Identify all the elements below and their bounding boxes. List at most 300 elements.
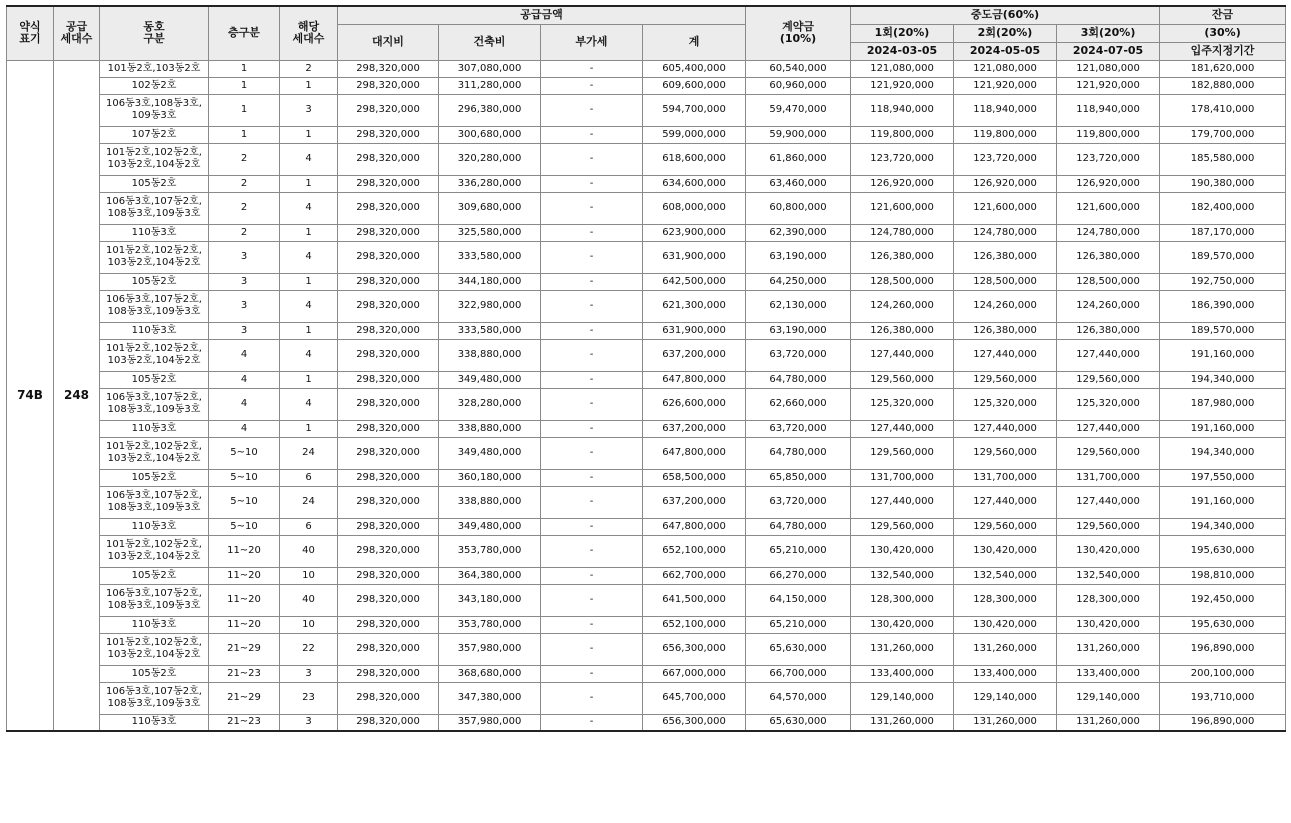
vat-cell: -	[541, 224, 643, 241]
balance-cell: 181,620,000	[1160, 60, 1286, 77]
land-cost-cell: 298,320,000	[338, 143, 439, 175]
deposit-cell: 66,270,000	[746, 567, 851, 584]
building-cost-cell: 360,180,000	[439, 469, 541, 486]
total-cell: 647,800,000	[643, 371, 746, 388]
building-cell	[100, 175, 209, 192]
building-cell	[100, 665, 209, 682]
deposit-cell: 64,250,000	[746, 273, 851, 290]
units-cell: 4	[280, 388, 338, 420]
middle-1-cell: 127,440,000	[851, 486, 954, 518]
header-middle-3: 3회(20%)	[1057, 24, 1160, 42]
middle-1-cell: 130,420,000	[851, 535, 954, 567]
floor-cell: 11~20	[209, 616, 280, 633]
balance-cell: 195,630,000	[1160, 616, 1286, 633]
building-line: 103동2호,104동2호	[107, 257, 201, 268]
middle-3-cell: 128,300,000	[1057, 584, 1160, 616]
header-type-line2: 표기	[19, 32, 41, 46]
header-building-line2: 구분	[143, 32, 165, 46]
building-line: 105동2호	[131, 569, 177, 581]
balance-cell: 182,400,000	[1160, 192, 1286, 224]
floor-cell: 21~23	[209, 665, 280, 682]
building-cost-cell: 325,580,000	[439, 224, 541, 241]
units-cell: 1	[280, 420, 338, 437]
table-row	[7, 682, 1286, 714]
header-units-line2: 세대수	[292, 32, 325, 46]
header-total: 계	[643, 24, 746, 60]
building-cell	[100, 290, 209, 322]
floor-cell: 4	[209, 388, 280, 420]
units-cell: 3	[280, 665, 338, 682]
table-row	[7, 126, 1286, 143]
building-line: 105동2호	[131, 275, 177, 287]
units-cell: 3	[280, 94, 338, 126]
land-cost-cell: 298,320,000	[338, 616, 439, 633]
building-cell	[100, 322, 209, 339]
land-cost-cell: 298,320,000	[338, 486, 439, 518]
units-cell: 1	[280, 126, 338, 143]
building-cell	[100, 469, 209, 486]
land-cost-cell: 298,320,000	[338, 518, 439, 535]
land-cost-cell: 298,320,000	[338, 192, 439, 224]
building-cell	[100, 714, 209, 731]
building-cost-cell: 349,480,000	[439, 371, 541, 388]
header-building	[100, 6, 209, 60]
deposit-cell: 59,900,000	[746, 126, 851, 143]
header-supply-units-line2: 세대수	[60, 32, 93, 46]
middle-2-cell: 126,380,000	[954, 241, 1057, 273]
table-row	[7, 224, 1286, 241]
middle-1-cell: 125,320,000	[851, 388, 954, 420]
floor-cell: 5~10	[209, 486, 280, 518]
balance-cell: 189,570,000	[1160, 241, 1286, 273]
balance-cell: 193,710,000	[1160, 682, 1286, 714]
balance-cell: 189,570,000	[1160, 322, 1286, 339]
building-cell	[100, 224, 209, 241]
building-cost-cell: 309,680,000	[439, 192, 541, 224]
middle-2-cell: 126,920,000	[954, 175, 1057, 192]
floor-cell: 11~20	[209, 535, 280, 567]
units-cell: 1	[280, 175, 338, 192]
building-cell	[100, 518, 209, 535]
middle-2-cell: 124,780,000	[954, 224, 1057, 241]
middle-2-cell: 121,600,000	[954, 192, 1057, 224]
middle-2-cell: 133,400,000	[954, 665, 1057, 682]
floor-cell: 3	[209, 241, 280, 273]
units-cell: 1	[280, 77, 338, 94]
vat-cell: -	[541, 388, 643, 420]
building-cell	[100, 339, 209, 371]
vat-cell: -	[541, 616, 643, 633]
balance-cell: 186,390,000	[1160, 290, 1286, 322]
middle-2-cell: 130,420,000	[954, 535, 1057, 567]
total-cell: 631,900,000	[643, 322, 746, 339]
total-cell: 656,300,000	[643, 714, 746, 731]
header-date-2: 2024-05-05	[954, 42, 1057, 60]
middle-3-cell: 127,440,000	[1057, 486, 1160, 518]
vat-cell: -	[541, 290, 643, 322]
floor-cell: 1	[209, 60, 280, 77]
floor-cell: 4	[209, 420, 280, 437]
table-row	[7, 241, 1286, 273]
floor-cell: 2	[209, 224, 280, 241]
vat-cell: -	[541, 143, 643, 175]
table-row	[7, 143, 1286, 175]
price-table-wrapper	[6, 5, 1285, 732]
balance-cell: 198,810,000	[1160, 567, 1286, 584]
vat-cell: -	[541, 567, 643, 584]
middle-1-cell: 126,380,000	[851, 241, 954, 273]
header-middle-payment: 중도금(60%)	[851, 6, 1160, 24]
middle-3-cell: 130,420,000	[1057, 616, 1160, 633]
table-row	[7, 192, 1286, 224]
header-supply-units-line1: 공급	[65, 20, 88, 34]
total-cell: 656,300,000	[643, 633, 746, 665]
building-cell	[100, 241, 209, 273]
middle-1-cell: 126,920,000	[851, 175, 954, 192]
building-cost-cell: 333,580,000	[439, 241, 541, 273]
middle-2-cell: 123,720,000	[954, 143, 1057, 175]
deposit-cell: 64,780,000	[746, 371, 851, 388]
units-cell: 4	[280, 339, 338, 371]
middle-3-cell: 131,700,000	[1057, 469, 1160, 486]
type-cell: 74B	[7, 60, 54, 731]
total-cell: 634,600,000	[643, 175, 746, 192]
table-row	[7, 77, 1286, 94]
middle-2-cell: 121,080,000	[954, 60, 1057, 77]
building-cost-cell: 349,480,000	[439, 518, 541, 535]
table-row	[7, 616, 1286, 633]
units-cell: 10	[280, 567, 338, 584]
building-cell	[100, 567, 209, 584]
building-cost-cell: 307,080,000	[439, 60, 541, 77]
floor-cell: 5~10	[209, 469, 280, 486]
deposit-cell: 63,720,000	[746, 420, 851, 437]
land-cost-cell: 298,320,000	[338, 371, 439, 388]
middle-2-cell: 129,560,000	[954, 371, 1057, 388]
middle-1-cell: 121,600,000	[851, 192, 954, 224]
building-line: 108동3호,109동3호	[107, 404, 201, 415]
total-cell: 626,600,000	[643, 388, 746, 420]
middle-1-cell: 121,080,000	[851, 60, 954, 77]
deposit-cell: 63,460,000	[746, 175, 851, 192]
vat-cell: -	[541, 77, 643, 94]
middle-2-cell: 126,380,000	[954, 322, 1057, 339]
deposit-cell: 63,190,000	[746, 322, 851, 339]
header-deposit	[746, 6, 851, 60]
middle-3-cell: 131,260,000	[1057, 633, 1160, 665]
table-row	[7, 518, 1286, 535]
balance-cell: 194,340,000	[1160, 437, 1286, 469]
units-cell: 1	[280, 273, 338, 290]
units-cell: 2	[280, 60, 338, 77]
land-cost-cell: 298,320,000	[338, 224, 439, 241]
land-cost-cell: 298,320,000	[338, 322, 439, 339]
deposit-cell: 62,660,000	[746, 388, 851, 420]
balance-cell: 192,750,000	[1160, 273, 1286, 290]
land-cost-cell: 298,320,000	[338, 714, 439, 731]
building-line: 105동2호	[131, 373, 177, 385]
building-cost-cell: 328,280,000	[439, 388, 541, 420]
building-cell	[100, 584, 209, 616]
total-cell: 609,600,000	[643, 77, 746, 94]
units-cell: 4	[280, 143, 338, 175]
floor-cell: 1	[209, 126, 280, 143]
total-cell: 608,000,000	[643, 192, 746, 224]
table-row	[7, 633, 1286, 665]
floor-cell: 21~29	[209, 633, 280, 665]
building-line: 110동3호	[131, 422, 177, 434]
building-cost-cell: 347,380,000	[439, 682, 541, 714]
middle-3-cell: 124,780,000	[1057, 224, 1160, 241]
total-cell: 667,000,000	[643, 665, 746, 682]
floor-cell: 3	[209, 290, 280, 322]
units-cell: 24	[280, 437, 338, 469]
header-supply-units	[54, 6, 100, 60]
vat-cell: -	[541, 420, 643, 437]
building-line: 103동2호,104동2호	[107, 159, 201, 170]
vat-cell: -	[541, 714, 643, 731]
building-line: 106동3호,108동3호,	[106, 98, 202, 109]
vat-cell: -	[541, 665, 643, 682]
table-row	[7, 437, 1286, 469]
building-cell	[100, 126, 209, 143]
middle-3-cell: 121,600,000	[1057, 192, 1160, 224]
floor-cell: 5~10	[209, 518, 280, 535]
balance-cell: 192,450,000	[1160, 584, 1286, 616]
header-supply-amount: 공급금액	[338, 6, 746, 24]
header-deposit-line1: 계약금	[782, 20, 814, 34]
middle-3-cell: 123,720,000	[1057, 143, 1160, 175]
total-cell: 618,600,000	[643, 143, 746, 175]
table-row	[7, 567, 1286, 584]
deposit-cell: 64,150,000	[746, 584, 851, 616]
floor-cell: 4	[209, 371, 280, 388]
building-line: 101동2호,102동2호,	[106, 637, 202, 648]
table-row	[7, 339, 1286, 371]
header-balance-period: 입주지정기간	[1160, 42, 1286, 60]
building-cost-cell: 344,180,000	[439, 273, 541, 290]
table-row	[7, 371, 1286, 388]
building-line: 101동2호,102동2호,	[106, 343, 202, 354]
land-cost-cell: 298,320,000	[338, 469, 439, 486]
middle-3-cell: 125,320,000	[1057, 388, 1160, 420]
header-middle-1: 1회(20%)	[851, 24, 954, 42]
middle-1-cell: 124,780,000	[851, 224, 954, 241]
middle-2-cell: 119,800,000	[954, 126, 1057, 143]
header-building-line1: 동호	[143, 20, 165, 34]
middle-2-cell: 127,440,000	[954, 339, 1057, 371]
balance-cell: 196,890,000	[1160, 714, 1286, 731]
units-cell: 4	[280, 290, 338, 322]
middle-1-cell: 127,440,000	[851, 339, 954, 371]
middle-3-cell: 118,940,000	[1057, 94, 1160, 126]
building-line: 108동3호,109동3호	[107, 306, 201, 317]
building-cell	[100, 616, 209, 633]
building-line: 108동3호,109동3호	[107, 502, 201, 513]
building-cell	[100, 77, 209, 94]
floor-cell: 2	[209, 192, 280, 224]
deposit-cell: 62,390,000	[746, 224, 851, 241]
vat-cell: -	[541, 535, 643, 567]
total-cell: 631,900,000	[643, 241, 746, 273]
building-line: 101동2호,102동2호,	[106, 147, 202, 158]
middle-2-cell: 128,500,000	[954, 273, 1057, 290]
header-middle-2: 2회(20%)	[954, 24, 1057, 42]
vat-cell: -	[541, 486, 643, 518]
table-header	[7, 6, 1286, 60]
deposit-cell: 60,540,000	[746, 60, 851, 77]
header-units-line1: 해당	[297, 20, 320, 34]
land-cost-cell: 298,320,000	[338, 77, 439, 94]
floor-cell: 2	[209, 175, 280, 192]
header-land: 대지비	[338, 24, 439, 60]
floor-cell: 5~10	[209, 437, 280, 469]
middle-3-cell: 129,140,000	[1057, 682, 1160, 714]
building-cost-cell: 368,680,000	[439, 665, 541, 682]
middle-2-cell: 132,540,000	[954, 567, 1057, 584]
total-cell: 652,100,000	[643, 535, 746, 567]
building-line: 109동3호	[131, 110, 177, 121]
building-line: 106동3호,107동2호,	[106, 490, 202, 501]
middle-3-cell: 133,400,000	[1057, 665, 1160, 682]
floor-cell: 4	[209, 339, 280, 371]
building-cell	[100, 535, 209, 567]
units-cell: 24	[280, 486, 338, 518]
balance-cell: 178,410,000	[1160, 94, 1286, 126]
vat-cell: -	[541, 126, 643, 143]
units-cell: 1	[280, 371, 338, 388]
header-date-1: 2024-03-05	[851, 42, 954, 60]
building-line: 108동3호,109동3호	[107, 600, 201, 611]
units-cell: 1	[280, 322, 338, 339]
deposit-cell: 60,800,000	[746, 192, 851, 224]
building-line: 101동2호,102동2호,	[106, 245, 202, 256]
building-line: 110동3호	[131, 324, 177, 336]
deposit-cell: 65,850,000	[746, 469, 851, 486]
building-cost-cell: 336,280,000	[439, 175, 541, 192]
header-floor: 층구분	[209, 6, 280, 60]
deposit-cell: 63,190,000	[746, 241, 851, 273]
middle-1-cell: 129,140,000	[851, 682, 954, 714]
middle-1-cell: 132,540,000	[851, 567, 954, 584]
header-date-3: 2024-07-05	[1057, 42, 1160, 60]
header-vat: 부가세	[541, 24, 643, 60]
middle-1-cell: 123,720,000	[851, 143, 954, 175]
table-row	[7, 175, 1286, 192]
building-line: 105동2호	[131, 177, 177, 189]
header-building-cost: 건축비	[439, 24, 541, 60]
total-cell: 594,700,000	[643, 94, 746, 126]
floor-cell: 21~23	[209, 714, 280, 731]
building-line: 110동3호	[131, 226, 177, 238]
building-cost-cell: 311,280,000	[439, 77, 541, 94]
middle-1-cell: 133,400,000	[851, 665, 954, 682]
middle-1-cell: 128,500,000	[851, 273, 954, 290]
middle-1-cell: 124,260,000	[851, 290, 954, 322]
middle-2-cell: 124,260,000	[954, 290, 1057, 322]
land-cost-cell: 298,320,000	[338, 665, 439, 682]
units-cell: 23	[280, 682, 338, 714]
floor-cell: 2	[209, 143, 280, 175]
vat-cell: -	[541, 371, 643, 388]
balance-cell: 182,880,000	[1160, 77, 1286, 94]
middle-3-cell: 128,500,000	[1057, 273, 1160, 290]
land-cost-cell: 298,320,000	[338, 241, 439, 273]
balance-cell: 191,160,000	[1160, 486, 1286, 518]
land-cost-cell: 298,320,000	[338, 60, 439, 77]
middle-3-cell: 132,540,000	[1057, 567, 1160, 584]
building-cost-cell: 338,880,000	[439, 486, 541, 518]
land-cost-cell: 298,320,000	[338, 535, 439, 567]
total-cell: 647,800,000	[643, 437, 746, 469]
vat-cell: -	[541, 339, 643, 371]
building-line: 106동3호,107동2호,	[106, 588, 202, 599]
vat-cell: -	[541, 322, 643, 339]
total-cell: 658,500,000	[643, 469, 746, 486]
land-cost-cell: 298,320,000	[338, 420, 439, 437]
header-balance: 잔금	[1160, 6, 1286, 24]
middle-2-cell: 130,420,000	[954, 616, 1057, 633]
building-cost-cell: 353,780,000	[439, 535, 541, 567]
middle-2-cell: 127,440,000	[954, 420, 1057, 437]
middle-3-cell: 124,260,000	[1057, 290, 1160, 322]
units-cell: 40	[280, 535, 338, 567]
vat-cell: -	[541, 94, 643, 126]
building-cost-cell: 300,680,000	[439, 126, 541, 143]
middle-1-cell: 131,260,000	[851, 633, 954, 665]
total-cell: 641,500,000	[643, 584, 746, 616]
table-row	[7, 290, 1286, 322]
middle-3-cell: 129,560,000	[1057, 437, 1160, 469]
balance-cell: 190,380,000	[1160, 175, 1286, 192]
deposit-cell: 61,860,000	[746, 143, 851, 175]
middle-3-cell: 127,440,000	[1057, 339, 1160, 371]
building-line: 102동2호	[131, 79, 177, 91]
table-row	[7, 486, 1286, 518]
balance-cell: 191,160,000	[1160, 339, 1286, 371]
land-cost-cell: 298,320,000	[338, 633, 439, 665]
balance-cell: 200,100,000	[1160, 665, 1286, 682]
middle-1-cell: 129,560,000	[851, 371, 954, 388]
building-cell	[100, 192, 209, 224]
table-row	[7, 665, 1286, 682]
table-row	[7, 535, 1286, 567]
table-row	[7, 469, 1286, 486]
building-line: 110동3호	[131, 618, 177, 630]
total-cell: 645,700,000	[643, 682, 746, 714]
deposit-cell: 63,720,000	[746, 339, 851, 371]
deposit-cell: 66,700,000	[746, 665, 851, 682]
building-line: 107동2호	[131, 128, 177, 140]
middle-3-cell: 121,920,000	[1057, 77, 1160, 94]
land-cost-cell: 298,320,000	[338, 290, 439, 322]
balance-cell: 195,630,000	[1160, 535, 1286, 567]
land-cost-cell: 298,320,000	[338, 437, 439, 469]
building-cell	[100, 143, 209, 175]
middle-1-cell: 129,560,000	[851, 437, 954, 469]
floor-cell: 3	[209, 273, 280, 290]
middle-1-cell: 128,300,000	[851, 584, 954, 616]
land-cost-cell: 298,320,000	[338, 388, 439, 420]
middle-1-cell: 127,440,000	[851, 420, 954, 437]
building-cost-cell: 364,380,000	[439, 567, 541, 584]
building-cell	[100, 273, 209, 290]
middle-2-cell: 131,260,000	[954, 714, 1057, 731]
balance-cell: 187,980,000	[1160, 388, 1286, 420]
middle-3-cell: 126,380,000	[1057, 241, 1160, 273]
middle-3-cell: 131,260,000	[1057, 714, 1160, 731]
supply-price-table	[6, 5, 1286, 732]
